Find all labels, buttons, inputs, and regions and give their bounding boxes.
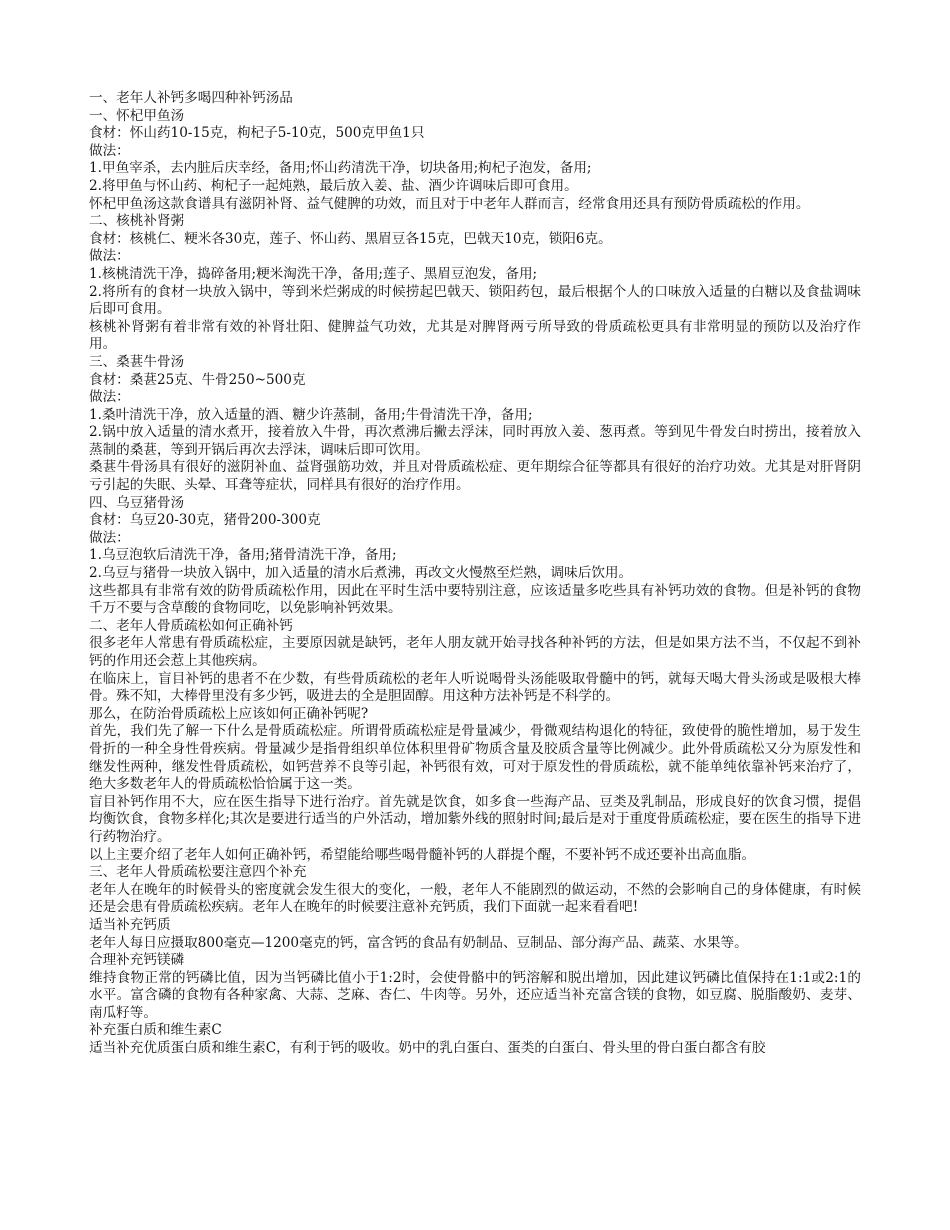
paragraph: 这些都具有非常有效的防骨质疏松作用，因此在平时生活中要特别注意，应该适量多吃些具有补钙功效的食物。但是补钙的食物千万不要与含草酸的食物同吃，以免影响补钙效果。 (89, 582, 861, 617)
paragraph: 桑葚牛骨汤具有很好的滋阴补血、益肾强筋功效，并且对骨质疏松症、更年期综合征等都具有很好的治疗功效。尤其是对肝肾阴亏引起的失眠、头晕、耳聋等症状，同样具有很好的治疗作用。 (89, 459, 861, 494)
method-label: 做法： (89, 142, 130, 159)
subheading: 适当补充钙质 (89, 916, 171, 933)
section-heading: 三、桑葚牛骨汤 (89, 353, 185, 370)
article-title: 二、老年人骨质疏松如何正确补钙 (89, 617, 293, 634)
step-line: 1.乌豆泡软后清洗干净，备用;猪骨清洗干净，备用; (89, 547, 397, 564)
paragraph: 维持食物正常的钙磷比值，因为当钙磷比值小于1:2时，会使骨骼中的钙溶解和脱出增加，因此建议钙磷比值保持在1:1或2:1的水平。富含磷的食物有各种家禽、大蒜、芝麻、杏仁、牛肉等。另外，还应适当补充富含镁的食物，如豆腐、脱脂酸奶、麦芽、南瓜籽等。 (89, 969, 861, 1021)
paragraph: 老年人在晚年的时候骨头的密度就会发生很大的变化，一般，老年人不能剧烈的做运动，不然的会影响自己的身体健康，有时候还是会患有骨质疏松疾病。老年人在晚年的时候要注意补充钙质，我们下面就一起来看看吧! (89, 881, 861, 916)
ingredients-line: 食材：核桃仁、粳米各30克，莲子、怀山药、黑眉豆各15克，巴戟天10克，锁阳6克。 (89, 230, 612, 247)
paragraph: 首先，我们先了解一下什么是骨质疏松症。所谓骨质疏松症是骨量减少，骨微观结构退化的特征，致使骨的脆性增加，易于发生骨折的一种全身性骨疾病。骨量减少是指骨组织单位体积里骨矿物质含量及胶质含量等比例减少。此外骨质疏松又分为原发性和继发性两种，继发性骨质疏松，如钙营养不良等引起，补钙很有效，可对于原发性的骨质疏松，就不能单纯依靠补钙来治疗了，绝大多数老年人的骨质疏松恰恰属于这一类。 (89, 723, 861, 793)
article-body (89, 90, 861, 1058)
ingredients-line: 食材：桑葚25克、牛骨250~500克 (89, 371, 306, 388)
subheading: 合理补充钙镁磷 (89, 952, 185, 969)
section-heading: 二、核桃补肾粥 (89, 213, 185, 230)
method-label: 做法： (89, 248, 130, 265)
article-title: 一、老年人补钙多喝四种补钙汤品 (89, 90, 293, 106)
step-paragraph: 2.锅中放入适量的清水煮开，接着放入牛骨，再次煮沸后撇去浮沫，同时再放入姜、葱再煮。等到见牛骨发白时捞出，接着放入蒸制的桑葚，等到开锅后再次去浮沫，调味后即可饮用。 (89, 424, 861, 458)
subheading: 补充蛋白质和维生素C (89, 1022, 222, 1039)
ingredients-line: 食材：怀山药10-15克，枸杞子5-10克，500克甲鱼1只 (89, 125, 425, 142)
content-line: 老年人每日应摄取800毫克—1200毫克的钙，富含钙的食品有奶制品、豆制品、部分海产品、蔬菜、水果等。 (89, 934, 748, 951)
summary-line: 以上主要介绍了老年人如何正确补钙，希望能给哪些喝骨髓补钙的人群提个醒，不要补钙不成还要补出高血脂。 (89, 846, 756, 863)
paragraph: 在临床上，盲目补钙的患者不在少数，有些骨质疏松的老年人听说喝骨头汤能吸取骨髓中的钙，就每天喝大骨头汤或是吸根大棒骨。殊不知，大棒骨里没有多少钙，吸进去的全是胆固醇。用这种方法补钙是不科学的。 (89, 670, 861, 705)
step-line: 2.将甲鱼与怀山药、枸杞子一起炖熟，最后放入姜、盐、酒少许调味后即可食用。 (89, 177, 578, 194)
article-title: 三、老年人骨质疏松要注意四个补充 (89, 864, 307, 881)
step-line: 1.核桃清洗干净，捣碎备用;粳米淘洗干净，备用;莲子、黑眉豆泡发，备用; (89, 265, 538, 282)
paragraph: 核桃补肾粥有着非常有效的补肾壮阳、健脾益气功效，尤其是对脾肾两亏所导致的骨质疏松更具有非常明显的预防以及治疗作用。 (89, 318, 861, 353)
method-label: 做法： (89, 529, 130, 546)
step-paragraph: 2.将所有的食材一块放入锅中，等到米烂粥成的时候捞起巴戟天、锁阳药包，最后根据个人的口味放入适量的白糖以及食盐调味后即可食用。 (89, 283, 861, 318)
section-heading: 四、乌豆猪骨汤 (89, 494, 185, 511)
paragraph: 盲目补钙作用不大，应在医生指导下进行治疗。首先就是饮食，如多食一些海产品、豆类及乳制品，形成良好的饮食习惯，提倡均衡饮食，食物多样化;其次是要进行适当的户外活动，增加紫外线的照射时间;最后是对于重度骨质疏松症，要在医生的指导下进行药物治疗。 (89, 793, 861, 845)
step-line: 1.甲鱼宰杀，去内脏后庆幸经，备用;怀山药清洗干净，切块备用;枸杞子泡发，备用; (89, 160, 592, 177)
step-line: 1.桑叶清洗干净，放入适量的酒、糖少许蒸制，备用;牛骨清洗干净，备用; (89, 406, 533, 423)
content-line: 适当补充优质蛋白质和维生素C，有利于钙的吸收。奶中的乳白蛋白、蛋类的白蛋白、骨头里的骨白蛋白都含有胶 (89, 1040, 766, 1057)
method-label: 做法： (89, 389, 130, 406)
ingredients-line: 食材：乌豆20-30克，猪骨200-300克 (89, 512, 321, 529)
step-line: 2.乌豆与猪骨一块放入锅中，加入适量的清水后煮沸，再改文火慢熬至烂熟，调味后饮用。 (89, 565, 633, 582)
question-line: 那么，在防治骨质疏松上应该如何正确补钙呢? (89, 705, 369, 722)
paragraph: 怀杞甲鱼汤这款食谱具有滋阴补肾、益气健脾的功效，而且对于中老年人群而言，经常食用还具有预防骨质疏松的作用。 (89, 195, 810, 212)
paragraph: 很多老年人常患有骨质疏松症，主要原因就是缺钙，老年人朋友就开始寻找各种补钙的方法，但是如果方法不当，不仅起不到补钙的作用还会惹上其他疾病。 (89, 635, 861, 669)
section-heading: 一、怀杞甲鱼汤 (89, 107, 185, 124)
